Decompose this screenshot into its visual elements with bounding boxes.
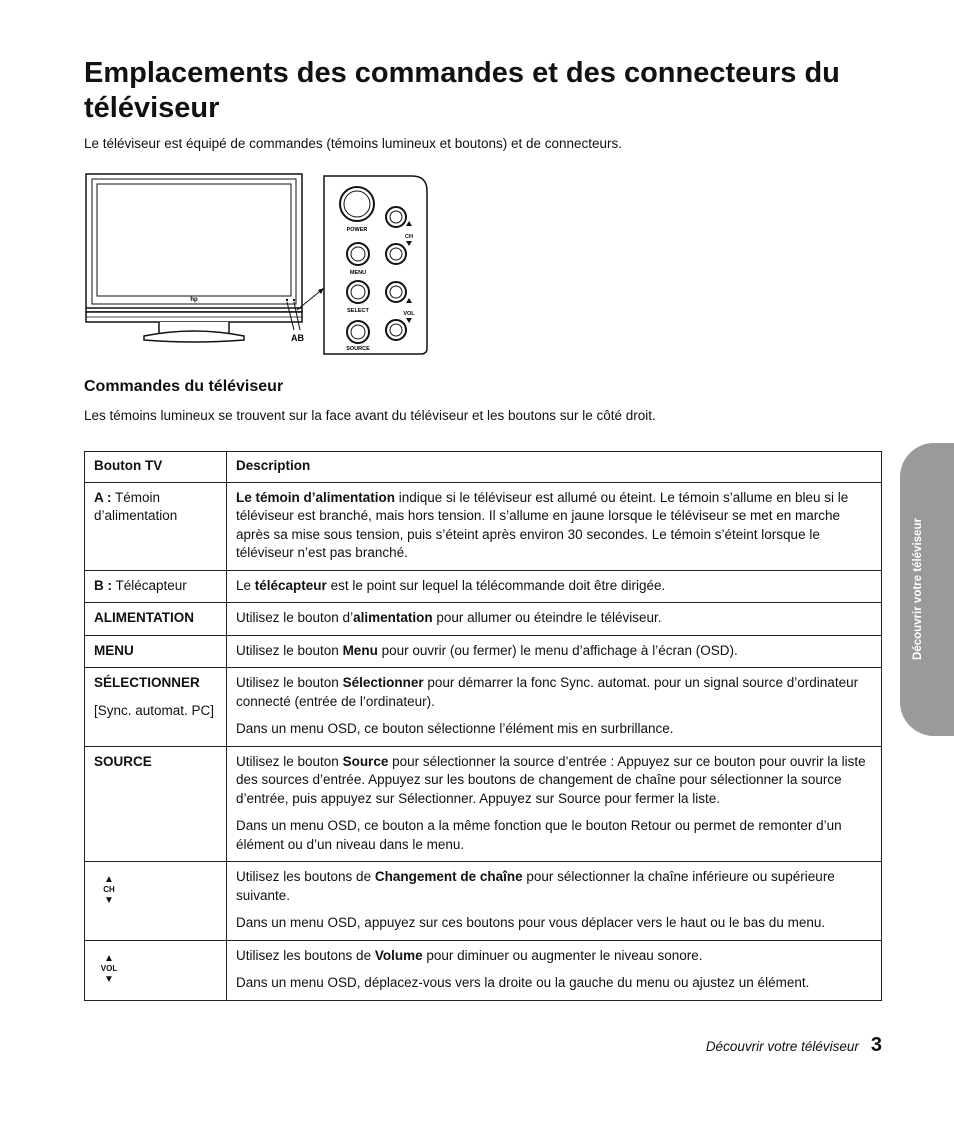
vol-icon-label: VOL — [100, 963, 118, 973]
footer-chapter-label: Découvrir votre téléviseur — [705, 1039, 859, 1054]
description-cell — [227, 940, 882, 1000]
description-paragraph — [236, 753, 872, 809]
button-cell — [85, 570, 227, 603]
button-name: SOURCE — [94, 753, 152, 769]
column-header-button: Bouton TV — [85, 452, 227, 483]
description-paragraph — [236, 868, 872, 905]
table-row — [85, 603, 882, 636]
button-subtitle: Témoin d’alimentation — [94, 489, 178, 523]
controls-table — [84, 451, 882, 1001]
up-arrow-icon: ▲ — [104, 952, 114, 964]
description-text: pour allumer ou éteindre le téléviseur. — [432, 610, 662, 625]
description-paragraph: Dans un menu OSD, appuyez sur ces boutons pour vous déplacer vers le haut ou le bas du menu. — [236, 915, 826, 930]
description-bold: Sélectionner — [342, 675, 424, 690]
description-cell — [227, 862, 882, 941]
tv-screen — [97, 184, 291, 296]
up-arrow-icon: ▲ — [104, 874, 114, 885]
description-text: pour sélectionner la source d’entrée : Appuyez sur ce bouton pour ouvrir la liste des sources d’entrée. Appuyez sur les boutons de changement de chaîne pour sélectionner la source d’entrée, puis appuyez sur Sélectionner. Appuyez sur Source pour fermer la liste. — [236, 753, 866, 806]
description-cell — [227, 482, 882, 570]
button-cell — [85, 482, 227, 570]
table-header-row — [85, 452, 882, 483]
description-text: est le point sur lequel la télécommande doit être dirigée. — [326, 577, 666, 593]
description-paragraph: Dans un menu OSD, ce bouton sélectionne l’élément mis en surbrillance. — [236, 721, 674, 736]
button-cell — [85, 668, 227, 747]
table-row — [85, 746, 882, 862]
column-header-description: Description — [227, 452, 882, 483]
description-text: Utilisez les boutons de — [236, 869, 375, 884]
description-bold: Source — [342, 753, 389, 769]
intro-text: Le téléviseur est équipé de commandes (témoins lumineux et boutons) et de connecteurs. — [84, 136, 623, 151]
table-row — [85, 668, 882, 747]
down-arrow-icon: ▼ — [104, 973, 114, 985]
button-subtitle: Télécapteur — [112, 577, 187, 593]
description-bold: Menu — [342, 642, 378, 658]
description-cell — [227, 603, 882, 636]
button-cell — [85, 746, 227, 862]
description-bold: alimentation — [353, 610, 433, 625]
description-text: Utilisez le bouton d’ — [236, 610, 354, 625]
description-text: pour ouvrir (ou fermer) le menu d’affichage à l’écran (OSD). — [377, 642, 738, 658]
table-row — [85, 940, 882, 1000]
table-row — [85, 482, 882, 570]
button-cell — [85, 940, 227, 1000]
description-bold: Volume — [374, 947, 423, 963]
vol-updown-icon — [97, 953, 121, 985]
button-name: MENU — [94, 642, 134, 658]
button-cell — [85, 862, 227, 941]
description-bold: Changement de chaîne — [374, 869, 523, 884]
chapter-side-tab-label: Découvrir votre téléviseur — [912, 518, 924, 660]
description-bold: télécapteur — [254, 577, 327, 593]
description-text: Utilisez le bouton — [236, 642, 343, 658]
menu-label: MENU — [349, 270, 367, 276]
button-name: A : — [94, 489, 112, 505]
description-cell — [227, 635, 882, 668]
section-heading: Commandes du téléviseur — [84, 378, 284, 395]
description-text: pour diminuer ou augmenter le niveau sonore. — [422, 947, 703, 963]
page-footer — [706, 1034, 882, 1057]
button-cell — [85, 635, 227, 668]
ch-updown-icon — [97, 874, 121, 906]
description-paragraph: Dans un menu OSD, ce bouton a la même fonction que le bouton Retour ou permet de remonter d’un élément ou d’un niveau dans le menu. — [236, 818, 842, 852]
down-arrow-icon: ▼ — [104, 895, 114, 906]
description-paragraph — [236, 947, 872, 966]
description-text: Utilisez les boutons de — [236, 947, 375, 963]
description-paragraph — [236, 489, 872, 563]
tv-logo: hp — [190, 297, 198, 303]
description-bold: Le témoin d’alimentation — [236, 489, 396, 505]
button-subtitle: [Sync. automat. PC] — [94, 702, 215, 718]
description-text: Utilisez le bouton — [236, 675, 343, 690]
description-paragraph — [236, 577, 872, 596]
description-paragraph — [236, 642, 872, 661]
button-name: SÉLECTIONNER — [94, 675, 200, 690]
source-label: SOURCE — [346, 346, 370, 352]
select-label: SELECT — [347, 308, 369, 314]
description-text: Le — [236, 577, 255, 593]
page-title: Emplacements des commandes et des connecteurs du téléviseur — [84, 57, 840, 124]
description-paragraph — [236, 609, 872, 628]
section-intro: Les témoins lumineux se trouvent sur la face avant du téléviseur et les boutons sur le côté droit. — [84, 408, 656, 423]
ch-label: CH — [405, 234, 413, 240]
vol-label: VOL — [403, 311, 415, 317]
led-callout-label: AB — [291, 333, 304, 343]
description-paragraph: Dans un menu OSD, déplacez-vous vers la droite ou la gauche du menu ou ajustez un élément. — [236, 975, 810, 990]
description-cell — [227, 570, 882, 603]
description-cell — [227, 746, 882, 862]
ch-icon-label: CH — [103, 885, 115, 894]
button-name: ALIMENTATION — [94, 610, 194, 625]
table-row — [85, 570, 882, 603]
description-text: pour démarrer la fonc Sync. automat. pour un signal source d’ordinateur connecté (entrée de l’ordinateur). — [236, 675, 859, 709]
page-number: 3 — [870, 1034, 882, 1056]
description-cell — [227, 668, 882, 747]
tv-controls-figure — [84, 170, 434, 365]
description-paragraph — [236, 674, 872, 711]
power-label: POWER — [346, 227, 368, 233]
power-led-a — [286, 299, 288, 301]
tv-illustration — [84, 170, 434, 360]
description-text: indique si le téléviseur est allumé ou éteint. Le témoin s’allume en bleu si le téléviseur est branché, mais hors tension. Il s’allume en jaune lorsque le téléviseur se met en marche après sa mise sous tension, puis s’éteint après environ 30 secondes. Le témoin s’éteint lorsque le téléviseur n’est pas branché. — [236, 489, 849, 560]
button-name: B : — [94, 577, 112, 593]
remote-sensor-b — [293, 299, 295, 301]
table-row — [85, 862, 882, 941]
button-cell — [85, 603, 227, 636]
description-text: pour sélectionner la chaîne inférieure ou supérieure suivante. — [236, 869, 835, 903]
table-row — [85, 635, 882, 668]
description-text: Utilisez le bouton — [236, 753, 343, 769]
